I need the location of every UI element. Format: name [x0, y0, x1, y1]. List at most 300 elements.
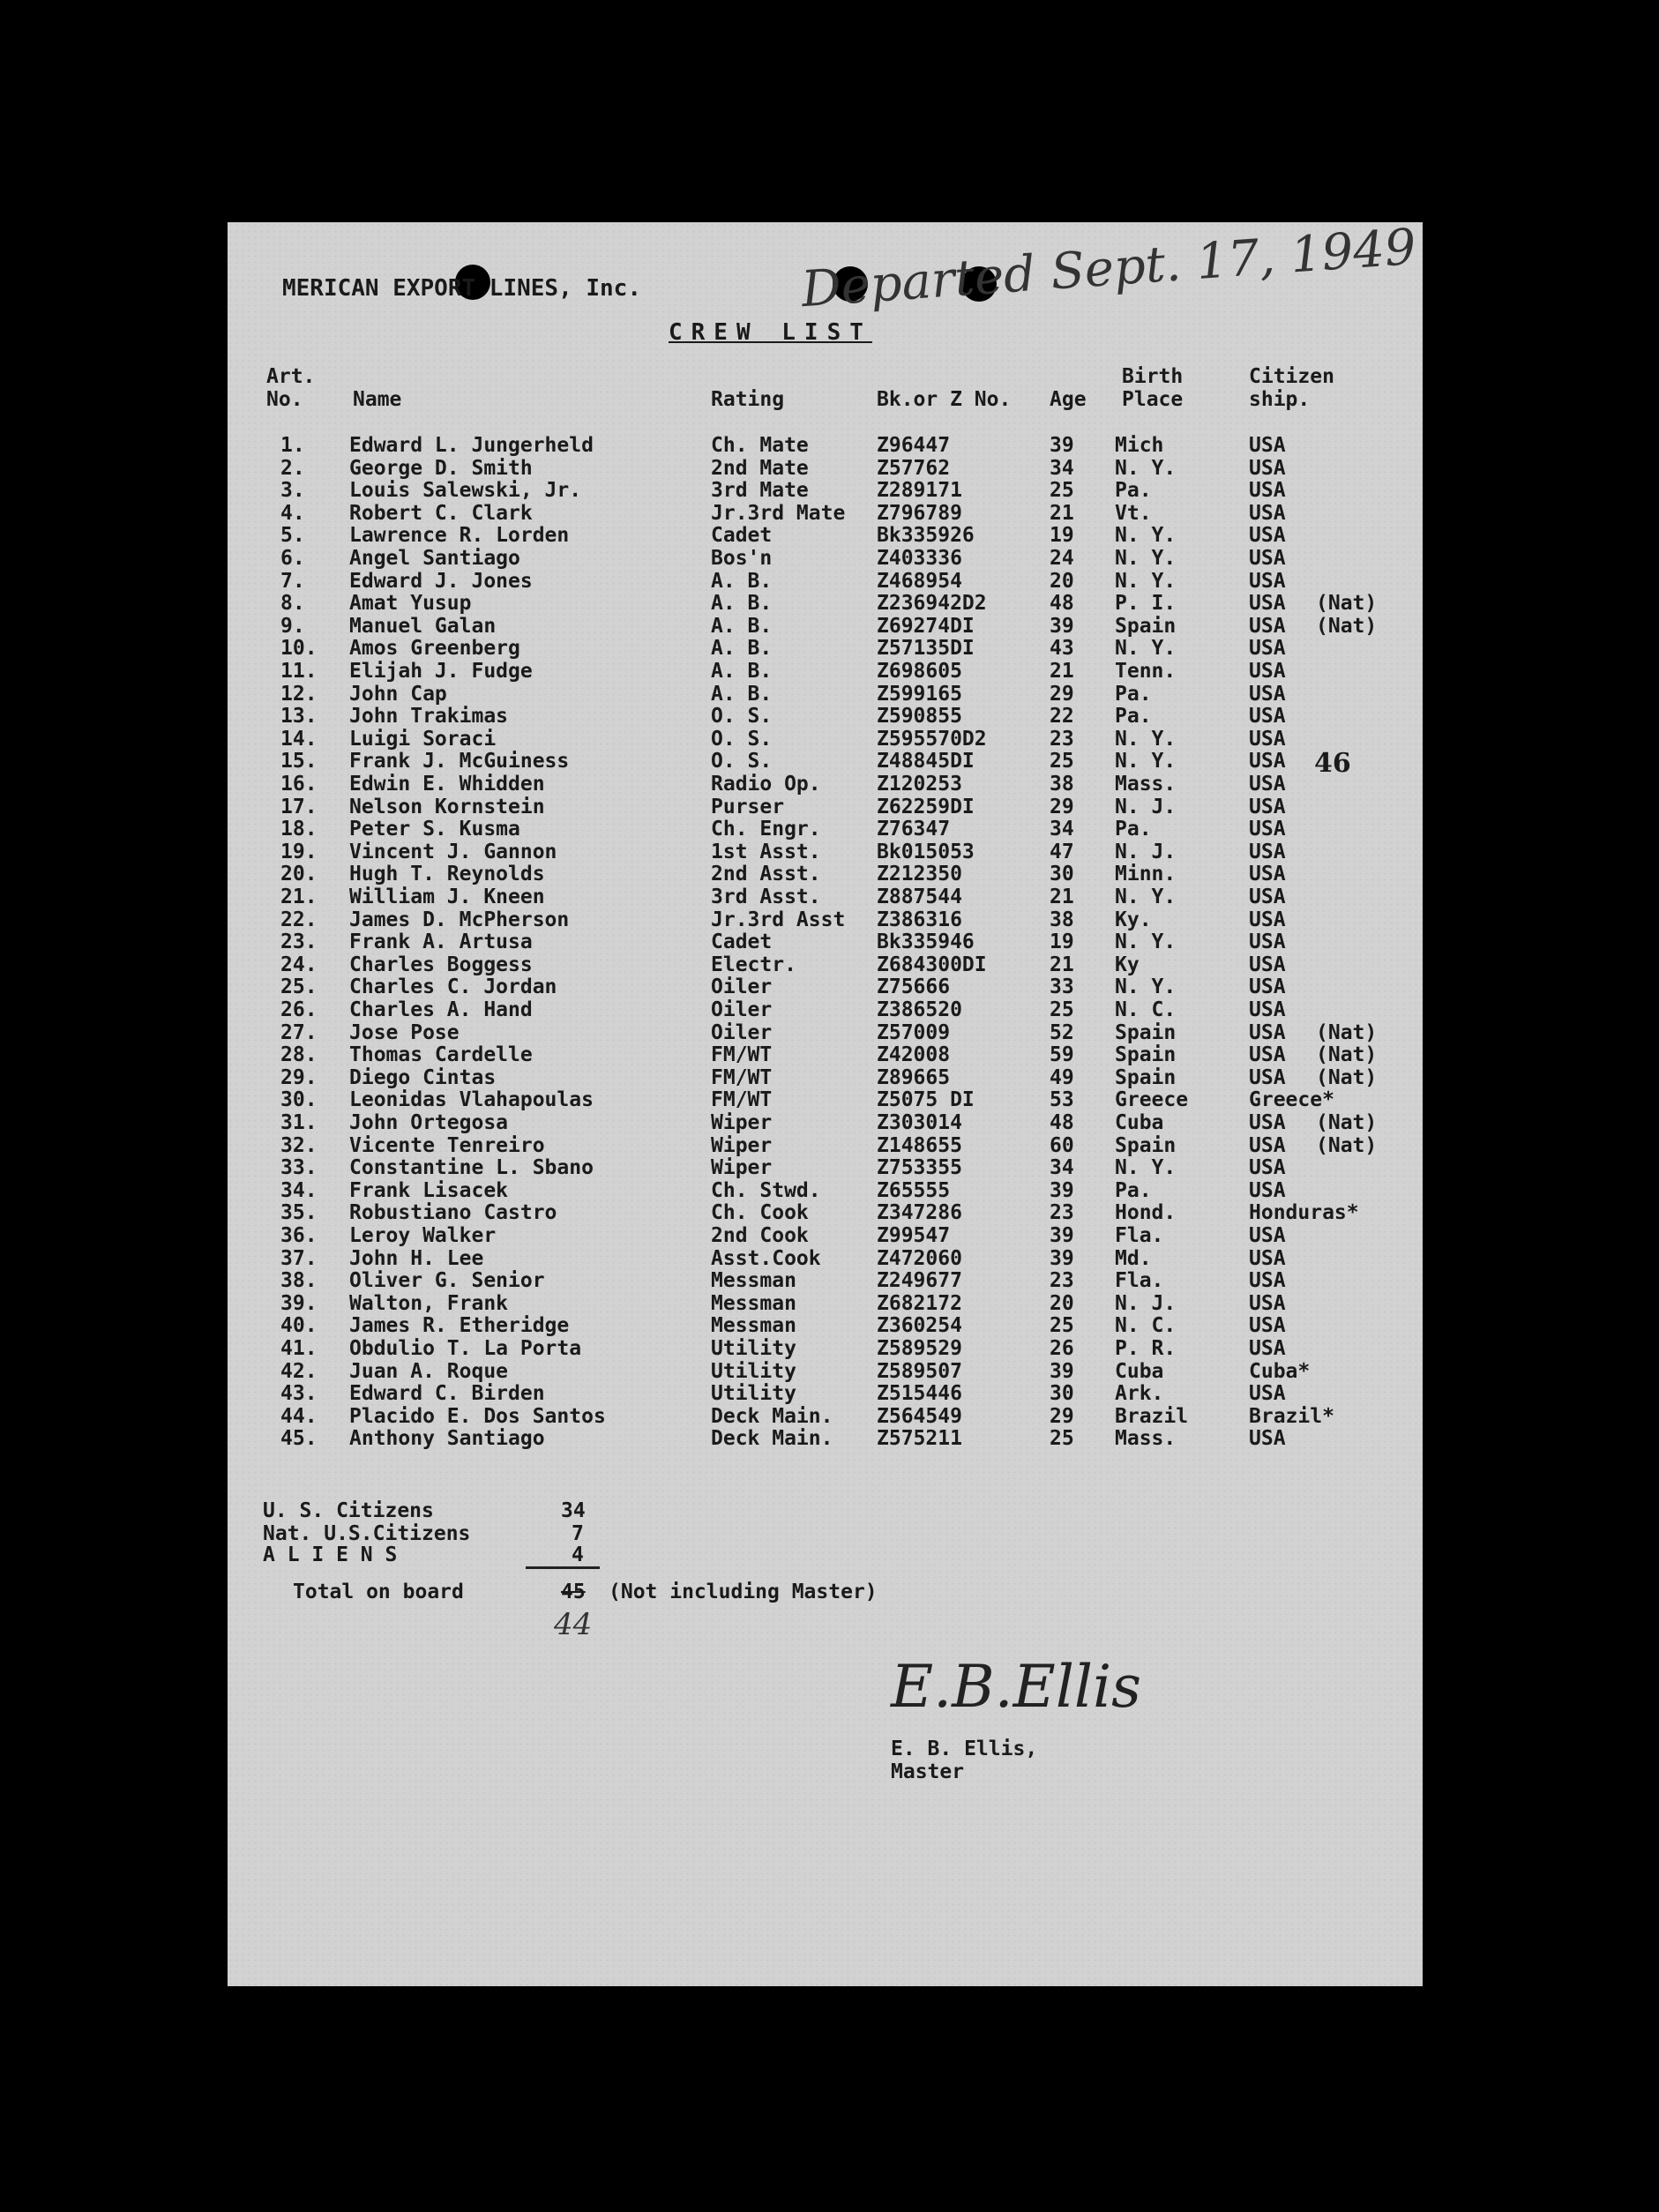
crew-citizenship: USA — [1249, 750, 1286, 773]
table-row — [228, 637, 1423, 660]
crew-citizenship: USA — [1249, 524, 1286, 548]
crew-birth-place: N. Y. — [1115, 750, 1177, 773]
crew-age: 49 — [1050, 1065, 1074, 1089]
crew-name: Diego Cintas — [349, 1065, 497, 1089]
table-row — [228, 1427, 1423, 1450]
row-number: 25. — [280, 975, 318, 999]
crew-birth-place: Spain — [1115, 1020, 1177, 1044]
crew-rating: FM/WT — [711, 1043, 773, 1067]
crew-age: 59 — [1050, 1043, 1074, 1067]
table-row — [228, 1179, 1423, 1202]
crew-citizenship: USA — [1249, 1291, 1286, 1315]
crew-bk-number: Z515446 — [877, 1382, 962, 1406]
crew-bk-number: Bk335946 — [877, 930, 975, 954]
crew-name: Edward J. Jones — [349, 569, 533, 593]
crew-note: (Nat) — [1316, 1111, 1378, 1134]
table-row — [228, 886, 1423, 908]
crew-citizenship: USA — [1249, 1043, 1286, 1067]
crew-birth-place: Spain — [1115, 1133, 1177, 1157]
table-row — [228, 434, 1423, 457]
crew-rating: 3rd Asst. — [711, 886, 821, 908]
crew-rating: A. B. — [711, 637, 773, 661]
crew-bk-number: Z386520 — [877, 998, 962, 1021]
crew-bk-number: Z887544 — [877, 886, 962, 908]
crew-bk-number: Z76347 — [877, 818, 951, 841]
crew-bk-number: Z564549 — [877, 1404, 962, 1428]
crew-birth-place: Fla. — [1115, 1224, 1164, 1247]
crew-rating: 3rd Mate — [711, 479, 809, 503]
crew-age: 23 — [1050, 1201, 1074, 1225]
crew-citizenship: USA — [1249, 1224, 1286, 1247]
crew-rating: Utility — [711, 1382, 796, 1406]
crew-rating: Asst.Cook — [711, 1246, 821, 1270]
row-number: 38. — [280, 1269, 318, 1293]
crew-age: 23 — [1050, 727, 1074, 751]
row-number: 42. — [280, 1359, 318, 1383]
crew-rating: Bos'n — [711, 547, 773, 570]
row-number: 32. — [280, 1133, 318, 1157]
row-number: 23. — [280, 930, 318, 954]
crew-note: (Nat) — [1316, 1043, 1378, 1067]
row-number: 12. — [280, 682, 318, 706]
header-citizenship: Citizen ship. — [1249, 365, 1334, 411]
crew-age: 33 — [1050, 975, 1074, 999]
crew-birth-place: N. Y. — [1115, 886, 1177, 908]
crew-age: 39 — [1050, 434, 1074, 457]
crew-bk-number: Z120253 — [877, 773, 962, 796]
crew-bk-number: Z590855 — [877, 705, 962, 729]
crew-rating: Ch. Cook — [711, 1201, 809, 1225]
crew-citizenship: USA — [1249, 434, 1286, 457]
crew-citizenship: USA — [1249, 727, 1286, 751]
row-number: 41. — [280, 1337, 318, 1360]
table-row — [228, 683, 1423, 706]
table-row — [228, 818, 1423, 841]
crew-age: 43 — [1050, 637, 1074, 661]
table-row — [228, 930, 1423, 953]
row-number: 45. — [280, 1427, 318, 1451]
crew-citizenship: USA — [1249, 840, 1286, 863]
crew-rating: Purser — [711, 795, 785, 818]
crew-name: Amat Yusup — [349, 592, 472, 616]
crew-name: Leroy Walker — [349, 1224, 497, 1247]
crew-name: Manuel Galan — [349, 614, 497, 638]
row-number: 16. — [280, 773, 318, 796]
crew-age: 39 — [1050, 1246, 1074, 1270]
crew-birth-place: Spain — [1115, 1065, 1177, 1089]
table-row — [228, 1405, 1423, 1428]
crew-age: 39 — [1050, 1359, 1074, 1383]
signatory-name: E. B. Ellis, — [891, 1737, 1038, 1760]
crew-citizenship: USA — [1249, 773, 1286, 796]
crew-birth-place: Hond. — [1115, 1201, 1177, 1225]
crew-age: 21 — [1050, 501, 1074, 525]
crew-name: Constantine L. Sbano — [349, 1156, 594, 1180]
summary-us-citizens-label: U. S. Citizens — [263, 1499, 434, 1522]
table-row — [228, 705, 1423, 728]
crew-citizenship: USA — [1249, 998, 1286, 1021]
crew-rating: A. B. — [711, 614, 773, 638]
crew-birth-place: Greece — [1115, 1088, 1189, 1112]
crew-birth-place: Spain — [1115, 614, 1177, 638]
crew-age: 25 — [1050, 1427, 1074, 1451]
crew-name: Frank A. Artusa — [349, 930, 533, 954]
crew-name: Anthony Santiago — [349, 1427, 545, 1451]
crew-age: 21 — [1050, 953, 1074, 976]
row-number: 44. — [280, 1404, 318, 1428]
crew-birth-place: N. C. — [1115, 998, 1177, 1021]
row-number: 19. — [280, 840, 318, 863]
crew-name: Charles Boggess — [349, 953, 533, 976]
crew-age: 25 — [1050, 750, 1074, 773]
crew-bk-number: Z698605 — [877, 660, 962, 683]
table-row — [228, 863, 1423, 886]
crew-citizenship: USA — [1249, 1020, 1286, 1044]
row-number: 8. — [280, 592, 305, 616]
crew-bk-number: Z468954 — [877, 569, 962, 593]
crew-rating: 2nd Mate — [711, 456, 809, 480]
crew-name: William J. Kneen — [349, 886, 545, 908]
crew-bk-number: Z682172 — [877, 1291, 962, 1315]
crew-citizenship: USA — [1249, 818, 1286, 841]
row-number: 13. — [280, 705, 318, 729]
crew-bk-number: Z472060 — [877, 1246, 962, 1270]
crew-rating: O. S. — [711, 750, 773, 773]
crew-name: Walton, Frank — [349, 1291, 509, 1315]
crew-name: Angel Santiago — [349, 547, 520, 570]
crew-bk-number: Z96447 — [877, 434, 951, 457]
row-number: 3. — [280, 479, 305, 503]
crew-birth-place: Cuba — [1115, 1359, 1164, 1383]
crew-birth-place: Tenn. — [1115, 660, 1177, 683]
row-number: 17. — [280, 795, 318, 818]
crew-bk-number: Z589507 — [877, 1359, 962, 1383]
row-number: 33. — [280, 1156, 318, 1180]
table-row — [228, 1201, 1423, 1224]
crew-birth-place: N. Y. — [1115, 547, 1177, 570]
crew-bk-number: Z360254 — [877, 1314, 962, 1338]
crew-birth-place: N. Y. — [1115, 569, 1177, 593]
crew-name: John Cap — [349, 682, 447, 706]
crew-rating: Utility — [711, 1359, 796, 1383]
crew-rating: Cadet — [711, 524, 773, 548]
table-row — [228, 1292, 1423, 1315]
crew-birth-place: Fla. — [1115, 1269, 1164, 1293]
table-row — [228, 1066, 1423, 1089]
summary-nat-count: 7 — [572, 1522, 584, 1545]
row-number: 30. — [280, 1088, 318, 1112]
crew-rating: Oiler — [711, 998, 773, 1021]
crew-rating: Deck Main. — [711, 1427, 833, 1451]
crew-bk-number: Z99547 — [877, 1224, 951, 1247]
crew-rating: Jr.3rd Mate — [711, 501, 846, 525]
row-number: 22. — [280, 908, 318, 931]
table-row — [228, 841, 1423, 863]
table-row — [228, 547, 1423, 570]
crew-age: 53 — [1050, 1088, 1074, 1112]
crew-birth-place: Pa. — [1115, 682, 1152, 706]
row-number: 24. — [280, 953, 318, 976]
crew-rating: Deck Main. — [711, 1404, 833, 1428]
crew-age: 39 — [1050, 614, 1074, 638]
crew-birth-place: N. J. — [1115, 840, 1177, 863]
crew-name: Luigi Soraci — [349, 727, 497, 751]
crew-bk-number: Z42008 — [877, 1043, 951, 1067]
crew-bk-number: Z236942D2 — [877, 592, 987, 616]
table-row — [228, 479, 1423, 502]
table-row — [228, 1382, 1423, 1405]
summary-nat-label: Nat. U.S.Citizens — [263, 1522, 471, 1545]
crew-bk-number: Z75666 — [877, 975, 951, 999]
table-row — [228, 953, 1423, 976]
crew-name: Edwin E. Whidden — [349, 773, 545, 796]
table-row — [228, 998, 1423, 1021]
crew-citizenship: USA — [1249, 1427, 1286, 1451]
crew-rating: O. S. — [711, 727, 773, 751]
crew-name: Amos Greenberg — [349, 637, 520, 661]
crew-rating: Wiper — [711, 1133, 773, 1157]
crew-age: 23 — [1050, 1269, 1074, 1293]
crew-age: 29 — [1050, 682, 1074, 706]
crew-name: Obdulio T. La Porta — [349, 1337, 582, 1360]
crew-note: (Nat) — [1316, 592, 1378, 616]
crew-age: 60 — [1050, 1133, 1074, 1157]
crew-bk-number: Z57762 — [877, 456, 951, 480]
crew-name: Frank J. McGuiness — [349, 750, 570, 773]
row-number: 20. — [280, 863, 318, 886]
crew-birth-place: Pa. — [1115, 479, 1152, 503]
crew-citizenship: USA — [1249, 975, 1286, 999]
crew-name: Leonidas Vlahapoulas — [349, 1088, 594, 1112]
crew-birth-place: P. R. — [1115, 1337, 1177, 1360]
table-row — [228, 1360, 1423, 1383]
crew-birth-place: N. Y. — [1115, 524, 1177, 548]
header-bk-no: Bk.or Z No. — [877, 388, 1012, 411]
crew-rating: 2nd Asst. — [711, 863, 821, 886]
crew-birth-place: N. Y. — [1115, 727, 1177, 751]
row-number: 10. — [280, 637, 318, 661]
crew-citizenship: USA — [1249, 682, 1286, 706]
crew-citizenship: USA — [1249, 1133, 1286, 1157]
crew-citizenship: Brazil* — [1249, 1404, 1334, 1428]
crew-age: 39 — [1050, 1224, 1074, 1247]
crew-citizenship: USA — [1249, 614, 1286, 638]
crew-name: John H. Lee — [349, 1246, 484, 1270]
crew-name: John Trakimas — [349, 705, 509, 729]
crew-citizenship: USA — [1249, 501, 1286, 525]
crew-birth-place: N. C. — [1115, 1314, 1177, 1338]
crew-citizenship: USA — [1249, 1156, 1286, 1180]
row-number: 31. — [280, 1111, 318, 1134]
crew-name: Placido E. Dos Santos — [349, 1404, 606, 1428]
row-number: 14. — [280, 727, 318, 751]
crew-name: Louis Salewski, Jr. — [349, 479, 582, 503]
row-number: 34. — [280, 1178, 318, 1202]
table-row — [228, 1314, 1423, 1337]
crew-birth-place: Cuba — [1115, 1111, 1164, 1134]
crew-citizenship: USA — [1249, 1337, 1286, 1360]
crew-rating: A. B. — [711, 592, 773, 616]
row-number: 7. — [280, 569, 305, 593]
crew-citizenship: Honduras* — [1249, 1201, 1359, 1225]
row-number: 11. — [280, 660, 318, 683]
crew-bk-number: Z212350 — [877, 863, 962, 886]
header-birth-place: Birth Place — [1122, 365, 1184, 411]
row-number: 39. — [280, 1291, 318, 1315]
crew-age: 26 — [1050, 1337, 1074, 1360]
crew-bk-number: Z57135DI — [877, 637, 975, 661]
crew-rating: 2nd Cook — [711, 1224, 809, 1247]
table-row — [228, 524, 1423, 547]
crew-bk-number: Z595570D2 — [877, 727, 987, 751]
crew-name: George D. Smith — [349, 456, 533, 480]
crew-name: Edward C. Birden — [349, 1382, 545, 1406]
table-row — [228, 1043, 1423, 1066]
table-row — [228, 457, 1423, 480]
crew-name: Robustiano Castro — [349, 1201, 557, 1225]
crew-citizenship: USA — [1249, 1246, 1286, 1270]
handwritten-total-correction: 44 — [554, 1607, 593, 1642]
row-number: 43. — [280, 1382, 318, 1406]
crew-name: Elijah J. Fudge — [349, 660, 533, 683]
crew-rating: A. B. — [711, 569, 773, 593]
summary-total-label: Total on board — [293, 1581, 464, 1603]
crew-birth-place: Mass. — [1115, 773, 1177, 796]
crew-birth-place: N. Y. — [1115, 637, 1177, 661]
crew-age: 52 — [1050, 1020, 1074, 1044]
table-row — [228, 1021, 1423, 1044]
crew-birth-place: Md. — [1115, 1246, 1152, 1270]
table-row — [228, 728, 1423, 751]
crew-birth-place: N. J. — [1115, 795, 1177, 818]
table-row — [228, 615, 1423, 638]
crew-citizenship: USA — [1249, 660, 1286, 683]
crew-name: Vincent J. Gannon — [349, 840, 557, 863]
crew-name: Oliver G. Senior — [349, 1269, 545, 1293]
crew-birth-place: Brazil — [1115, 1404, 1189, 1428]
crew-age: 48 — [1050, 592, 1074, 616]
row-number: 26. — [280, 998, 318, 1021]
crew-bk-number: Z386316 — [877, 908, 962, 931]
crew-rating: FM/WT — [711, 1065, 773, 1089]
table-row — [228, 1247, 1423, 1270]
crew-age: 19 — [1050, 524, 1074, 548]
crew-bk-number: Z57009 — [877, 1020, 951, 1044]
document-title: CREW LIST — [669, 319, 872, 346]
crew-rating: 1st Asst. — [711, 840, 821, 863]
crew-bk-number: Z289171 — [877, 479, 962, 503]
crew-birth-place: Pa. — [1115, 705, 1152, 729]
crew-name: Hugh T. Reynolds — [349, 863, 545, 886]
crew-bk-number: Z753355 — [877, 1156, 962, 1180]
table-row — [228, 1224, 1423, 1247]
row-number: 6. — [280, 547, 305, 570]
crew-rating: Oiler — [711, 1020, 773, 1044]
summary-aliens-count: 4 — [572, 1543, 584, 1566]
row-number: 29. — [280, 1065, 318, 1089]
crew-citizenship: USA — [1249, 547, 1286, 570]
table-row — [228, 975, 1423, 998]
crew-rating: Utility — [711, 1337, 796, 1360]
row-number: 5. — [280, 524, 305, 548]
crew-birth-place: Spain — [1115, 1043, 1177, 1067]
crew-name: Juan A. Roque — [349, 1359, 509, 1383]
crew-birth-place: N. Y. — [1115, 1156, 1177, 1180]
crew-citizenship: USA — [1249, 795, 1286, 818]
crew-rating: A. B. — [711, 682, 773, 706]
summary-aliens-label: A L I E N S — [263, 1543, 398, 1566]
row-number: 1. — [280, 434, 305, 457]
crew-name: Vicente Tenreiro — [349, 1133, 545, 1157]
crew-age: 47 — [1050, 840, 1074, 863]
crew-citizenship: USA — [1249, 569, 1286, 593]
crew-birth-place: Pa. — [1115, 818, 1152, 841]
crew-name: Charles A. Hand — [349, 998, 533, 1021]
row-number: 27. — [280, 1020, 318, 1044]
signatory-title: Master — [891, 1760, 965, 1783]
crew-citizenship: USA — [1249, 637, 1286, 661]
summary-rule — [526, 1566, 600, 1569]
table-row — [228, 570, 1423, 593]
row-number: 18. — [280, 818, 318, 841]
crew-name: Lawrence R. Lorden — [349, 524, 570, 548]
crew-birth-place: N. Y. — [1115, 930, 1177, 954]
crew-rating: Cadet — [711, 930, 773, 954]
crew-name: Nelson Kornstein — [349, 795, 545, 818]
crew-age: 20 — [1050, 569, 1074, 593]
crew-citizenship: USA — [1249, 1065, 1286, 1089]
header-rating: Rating — [711, 388, 785, 411]
crew-citizenship: USA — [1249, 1382, 1286, 1406]
crew-age: 25 — [1050, 479, 1074, 503]
crew-age: 30 — [1050, 1382, 1074, 1406]
crew-rating: Wiper — [711, 1111, 773, 1134]
crew-age: 39 — [1050, 1178, 1074, 1202]
crew-bk-number: Z403336 — [877, 547, 962, 570]
crew-age: 20 — [1050, 1291, 1074, 1315]
table-row — [228, 1088, 1423, 1111]
crew-birth-place: Ky — [1115, 953, 1140, 976]
crew-bk-number: Z62259DI — [877, 795, 975, 818]
crew-birth-place: N. J. — [1115, 1291, 1177, 1315]
crew-citizenship: USA — [1249, 1269, 1286, 1293]
crew-name: Thomas Cardelle — [349, 1043, 533, 1067]
crew-bk-number: Z65555 — [877, 1178, 951, 1202]
row-number: 36. — [280, 1224, 318, 1247]
crew-age: 22 — [1050, 705, 1074, 729]
crew-note: (Nat) — [1316, 1065, 1378, 1089]
crew-birth-place: Minn. — [1115, 863, 1177, 886]
crew-bk-number: Bk335926 — [877, 524, 975, 548]
crew-bk-number: Z347286 — [877, 1201, 962, 1225]
crew-age: 29 — [1050, 795, 1074, 818]
row-number: 28. — [280, 1043, 318, 1067]
crew-age: 25 — [1050, 1314, 1074, 1338]
crew-bk-number: Bk015053 — [877, 840, 975, 863]
crew-birth-place: Pa. — [1115, 1178, 1152, 1202]
company-name: MERICAN EXPORT LINES, Inc. — [282, 275, 641, 302]
crew-name: Jose Pose — [349, 1020, 460, 1044]
crew-rating: FM/WT — [711, 1088, 773, 1112]
table-row — [228, 660, 1423, 683]
crew-rating: O. S. — [711, 705, 773, 729]
row-number: 15. — [280, 750, 318, 773]
table-row — [228, 592, 1423, 615]
crew-list-document — [228, 218, 1423, 1986]
crew-rating: Oiler — [711, 975, 773, 999]
crew-bk-number: Z303014 — [877, 1111, 962, 1134]
crew-rating: Electr. — [711, 953, 796, 976]
